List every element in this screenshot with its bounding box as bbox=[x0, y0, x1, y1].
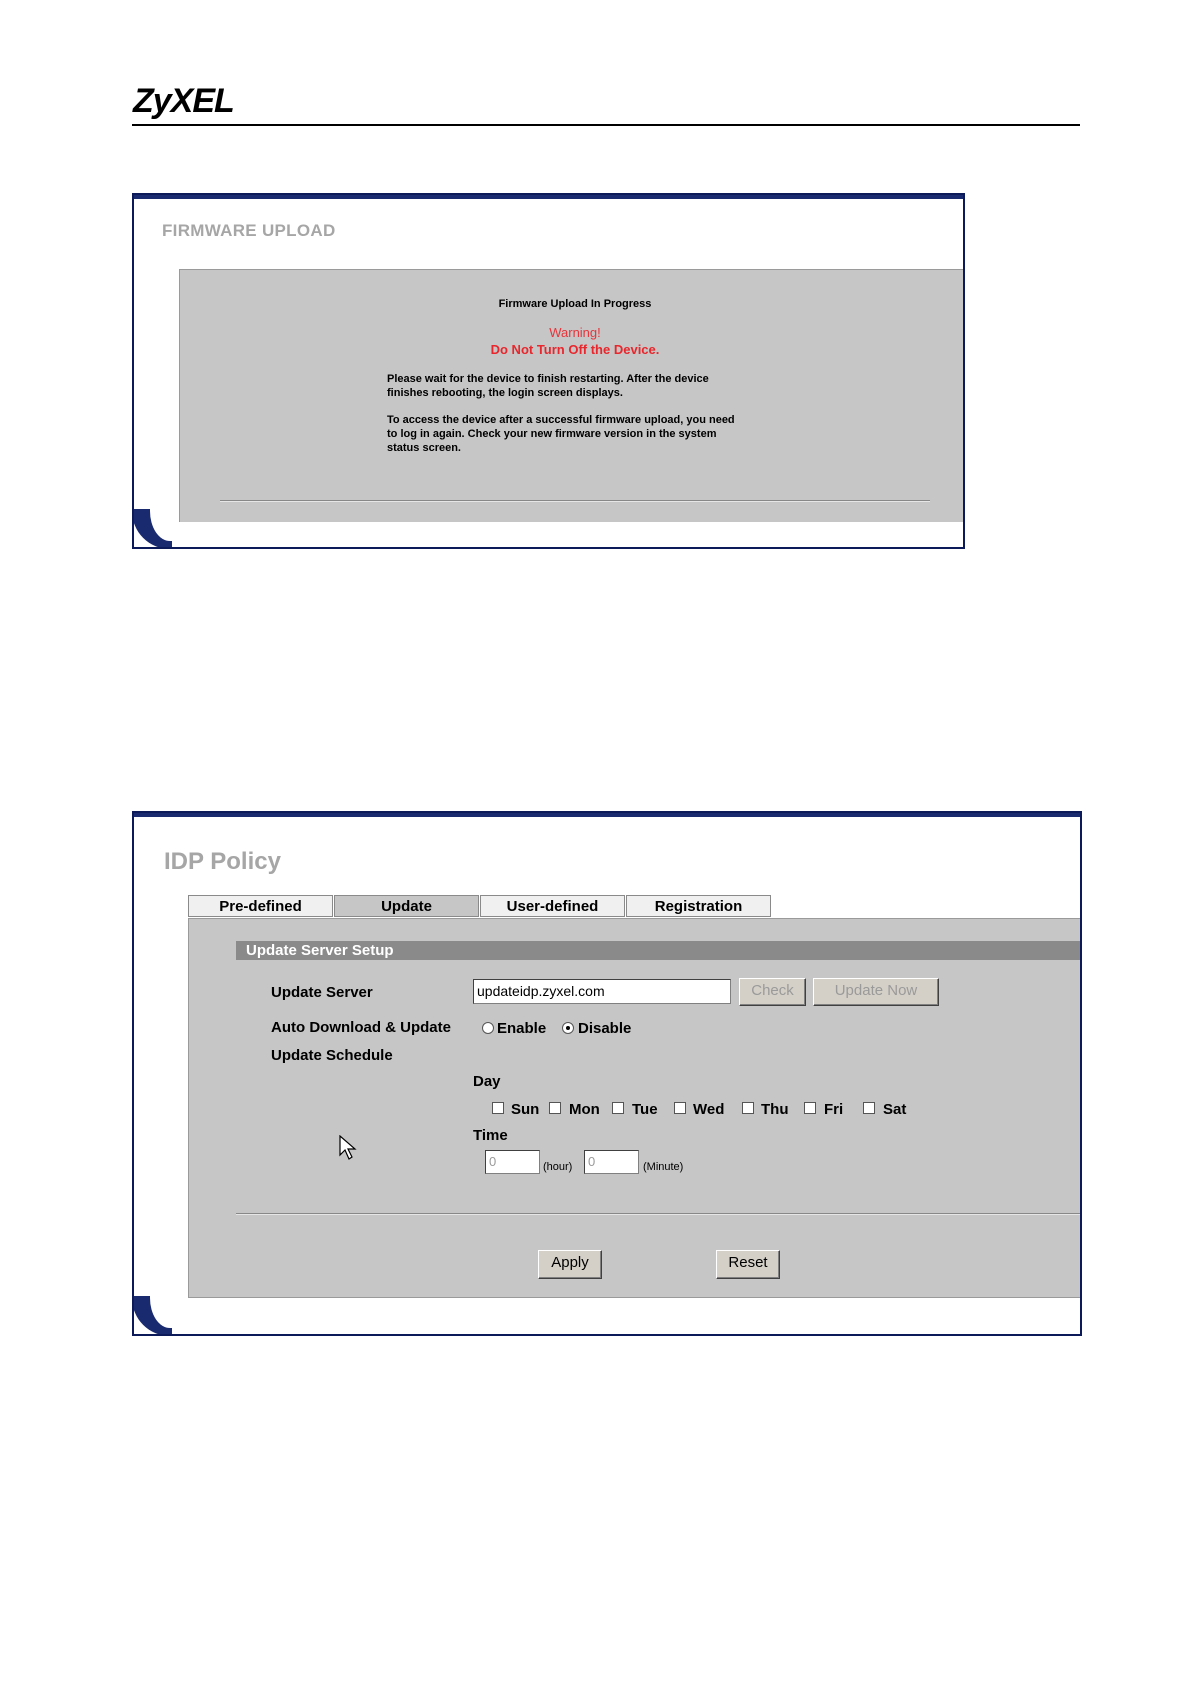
update-now-button[interactable]: Update Now bbox=[813, 978, 939, 1006]
day-checkbox-sun[interactable] bbox=[492, 1102, 504, 1114]
tab-update[interactable]: Update bbox=[334, 895, 479, 917]
reset-button[interactable]: Reset bbox=[716, 1250, 780, 1279]
restart-instructions: Please wait for the device to finish restarting. After the device finishes rebooting, the login screen displays. bbox=[387, 373, 709, 399]
update-schedule-label: Update Schedule bbox=[271, 1047, 393, 1064]
check-button[interactable]: Check bbox=[739, 978, 806, 1006]
header-divider bbox=[132, 124, 1080, 126]
day-checkbox-thu[interactable] bbox=[742, 1102, 754, 1114]
day-label-wed: Wed bbox=[693, 1101, 725, 1118]
form-divider bbox=[236, 1213, 1082, 1215]
frame-top-border bbox=[134, 195, 963, 199]
update-panel bbox=[188, 918, 1082, 1298]
day-checkbox-mon[interactable] bbox=[549, 1102, 561, 1114]
auto-download-label: Auto Download & Update bbox=[271, 1019, 451, 1036]
frame-top-border bbox=[134, 813, 1080, 817]
minute-unit-label: (Minute) bbox=[643, 1161, 684, 1173]
enable-radio[interactable] bbox=[482, 1022, 494, 1034]
apply-button[interactable]: Apply bbox=[538, 1250, 602, 1279]
day-label-fri: Fri bbox=[824, 1101, 844, 1118]
tab-user-defined[interactable]: User-defined bbox=[480, 895, 625, 917]
section-title: Update Server Setup bbox=[236, 941, 1081, 960]
enable-label: Enable bbox=[497, 1020, 547, 1037]
upload-progress-panel bbox=[179, 269, 965, 522]
panel-divider bbox=[220, 500, 930, 502]
warning-text: Warning! bbox=[549, 325, 601, 340]
time-label: Time bbox=[473, 1127, 508, 1144]
page-title: IDP Policy bbox=[164, 848, 281, 875]
update-server-label: Update Server bbox=[271, 984, 373, 1001]
progress-heading: Firmware Upload In Progress bbox=[498, 298, 652, 310]
firmware-upload-screenshot bbox=[132, 193, 965, 549]
day-checkbox-wed[interactable] bbox=[674, 1102, 686, 1114]
mouse-pointer-icon bbox=[339, 1135, 357, 1161]
day-checkbox-tue[interactable] bbox=[612, 1102, 624, 1114]
day-label-tue: Tue bbox=[632, 1101, 658, 1118]
tab-registration[interactable]: Registration bbox=[626, 895, 771, 917]
zyxel-logo: ZyXEL bbox=[133, 82, 234, 120]
do-not-turn-off-text: Do Not Turn Off the Device. bbox=[490, 342, 660, 357]
day-label: Day bbox=[473, 1073, 501, 1090]
idp-policy-screenshot bbox=[132, 811, 1082, 1336]
update-server-input[interactable]: updateidp.zyxel.com bbox=[473, 979, 731, 1004]
disable-label: Disable bbox=[578, 1020, 632, 1037]
hour-unit-label: (hour) bbox=[543, 1161, 573, 1173]
frame-corner bbox=[132, 509, 172, 549]
day-label-sat: Sat bbox=[883, 1101, 907, 1118]
tab-pre-defined[interactable]: Pre-defined bbox=[188, 895, 333, 917]
day-label-sun: Sun bbox=[511, 1101, 540, 1118]
day-label-mon: Mon bbox=[569, 1101, 600, 1118]
hour-input[interactable]: 0 bbox=[485, 1150, 540, 1174]
day-label-thu: Thu bbox=[761, 1101, 789, 1118]
page-title: FIRMWARE UPLOAD bbox=[162, 221, 336, 240]
day-checkbox-sat[interactable] bbox=[863, 1102, 875, 1114]
tab-bar bbox=[188, 895, 772, 918]
minute-input[interactable]: 0 bbox=[584, 1150, 639, 1174]
login-instructions: To access the device after a successful firmware upload, you need to log in again. Check your new firmware version in the system status screen. bbox=[387, 414, 735, 454]
disable-radio[interactable] bbox=[562, 1022, 574, 1034]
day-checkbox-fri[interactable] bbox=[804, 1102, 816, 1114]
frame-corner bbox=[132, 1296, 172, 1336]
